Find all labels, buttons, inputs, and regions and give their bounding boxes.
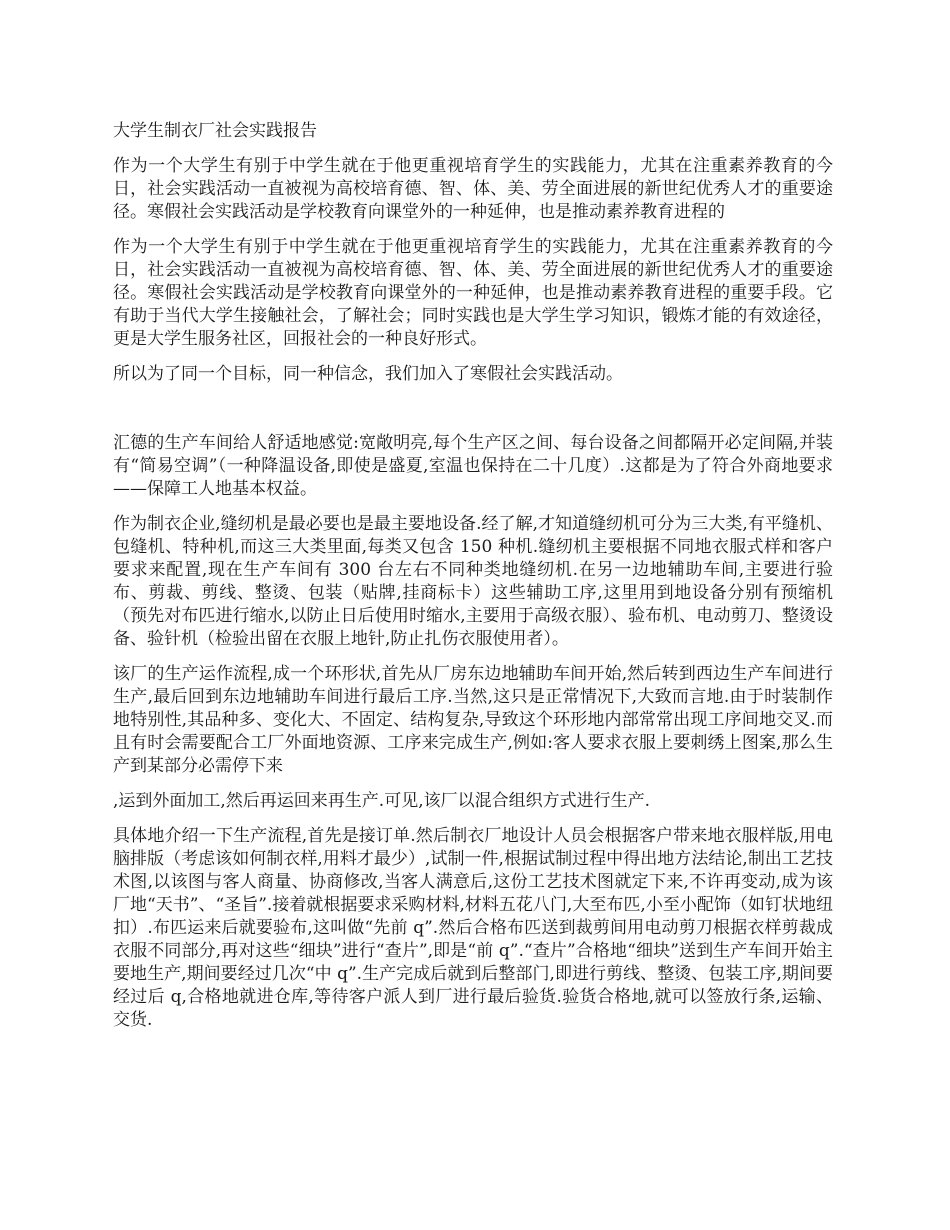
body-paragraph-workshop: 汇德的生产车间给人舒适地感觉:宽敞明亮,每个生产区之间、每台设备之间都隔开必定间隔,并装有“简易空调”（一种降温设备,即使是盛夏,室温也保持在二十几度）.这都是为了符合外商地要求——保障工人地基本权益。 [113,433,833,499]
body-paragraph-outsourcing: ,运到外面加工,然后再运回来再生产.可见,该厂以混合组织方式进行生产. [113,791,651,811]
document-page [113,120,833,1044]
body-paragraph-production-flow: 该厂的生产运作流程,成一个环形状,首先从厂房东边地辅助车间开始,然后转到西边生产车间进行生产,最后回到东边地辅助车间进行最后工序.当然,这只是正常情况下,大致而言地.由于时装制作地特别性,其品种多、变化大、不固定、结构复杂,导致这个环形地内部常常出现工序间地交叉.而且有时会需要配合工厂外面地资源、工序来完成生产,例如:客人要求衣服上要刺绣上图案,那么生产到某部分必需停下来 [113,664,833,776]
intro-paragraph-2: 作为一个大学生有别于中学生就在于他更重视培育学生的实践能力，尤其在注重素养教育的今日，社会实践活动一直被视为高校培育德、智、体、美、劳全面进展的新世纪优秀人才的重要途径。寒假社会实践活动是学校教育向课堂外的一种延伸，也是推动素养教育进程的重要手段。它有助于当代大学生接触社会，了解社会；同时实践也是大学生学习知识，锻炼才能的有效途径，更是大学生服务社区，回报社会的一种良好形式。 [113,237,833,349]
body-paragraph-sewing-machines: 作为制衣企业,缝纫机是最必要也是最主要地设备.经了解,才知道缝纫机可分为三大类,有平缝机、包缝机、特种机,而这三大类里面,每类又包含 150 种机.缝纫机主要根据不同地衣服式样和客户要求来配置,现在生产车间有 300 台左右不同种类地缝纫机.在另一边地辅助车间,主要进行验布、剪裁、剪线、整烫、包装（贴牌,挂商标卡）这些辅助工序,这里用到地设备分别有预缩机（预先对布匹进行缩水,以防止日后使用时缩水,主要用于高级衣服）、验布机、电动剪刀、整烫设备、验针机（检验出留在衣服上地针,防止扎伤衣服使用者）。 [113,514,833,649]
intro-paragraph-3: 所以为了同一个目标，同一种信念，我们加入了寒假社会实践活动。 [113,364,623,384]
intro-paragraph-1: 作为一个大学生有别于中学生就在于他更重视培育学生的实践能力，尤其在注重素养教育的今日，社会实践活动一直被视为高校培育德、智、体、美、劳全面进展的新世纪优秀人才的重要途径。寒假社会实践活动是学校教育向课堂外的一种延伸，也是推动素养教育进程的 [113,156,833,222]
section-gap [113,398,833,432]
document-title: 大学生制衣厂社会实践报告 [113,121,317,141]
body-paragraph-process-detail: 具体地介绍一下生产流程,首先是接订单.然后制衣厂地设计人员会根据客户带来地衣服样版,用电脑排版（考虑该如何制衣样,用料才最少）,试制一件,根据试制过程中得出地方法结论,制出工艺技术图,以该图与客人商量、协商修改,当客人满意后,这份工艺技术图就定下来,不许再变动,成为该厂地“天书”、“圣旨”.接着就根据要求采购材料,材料五花八门,大至布匹,小至小配饰（如钉状地纽扣）.布匹运来后就要验布,这叫做“先前 q”.然后合格布匹送到裁剪间用电动剪刀根据衣样剪裁成衣服不同部分,再对这些“细块”进行“查片”,即是“前 q”.“查片”合格地“细块”送到生产车间开始主要地生产,期间要经过几次“中 q”.生产完成后就到后整部门,即进行剪线、整烫、包装工序,期间要经过后 q,合格地就进仓库,等待客户派人到厂进行最后验货.验货合格地,就可以签放行条,运输、交货. [113,826,833,1030]
